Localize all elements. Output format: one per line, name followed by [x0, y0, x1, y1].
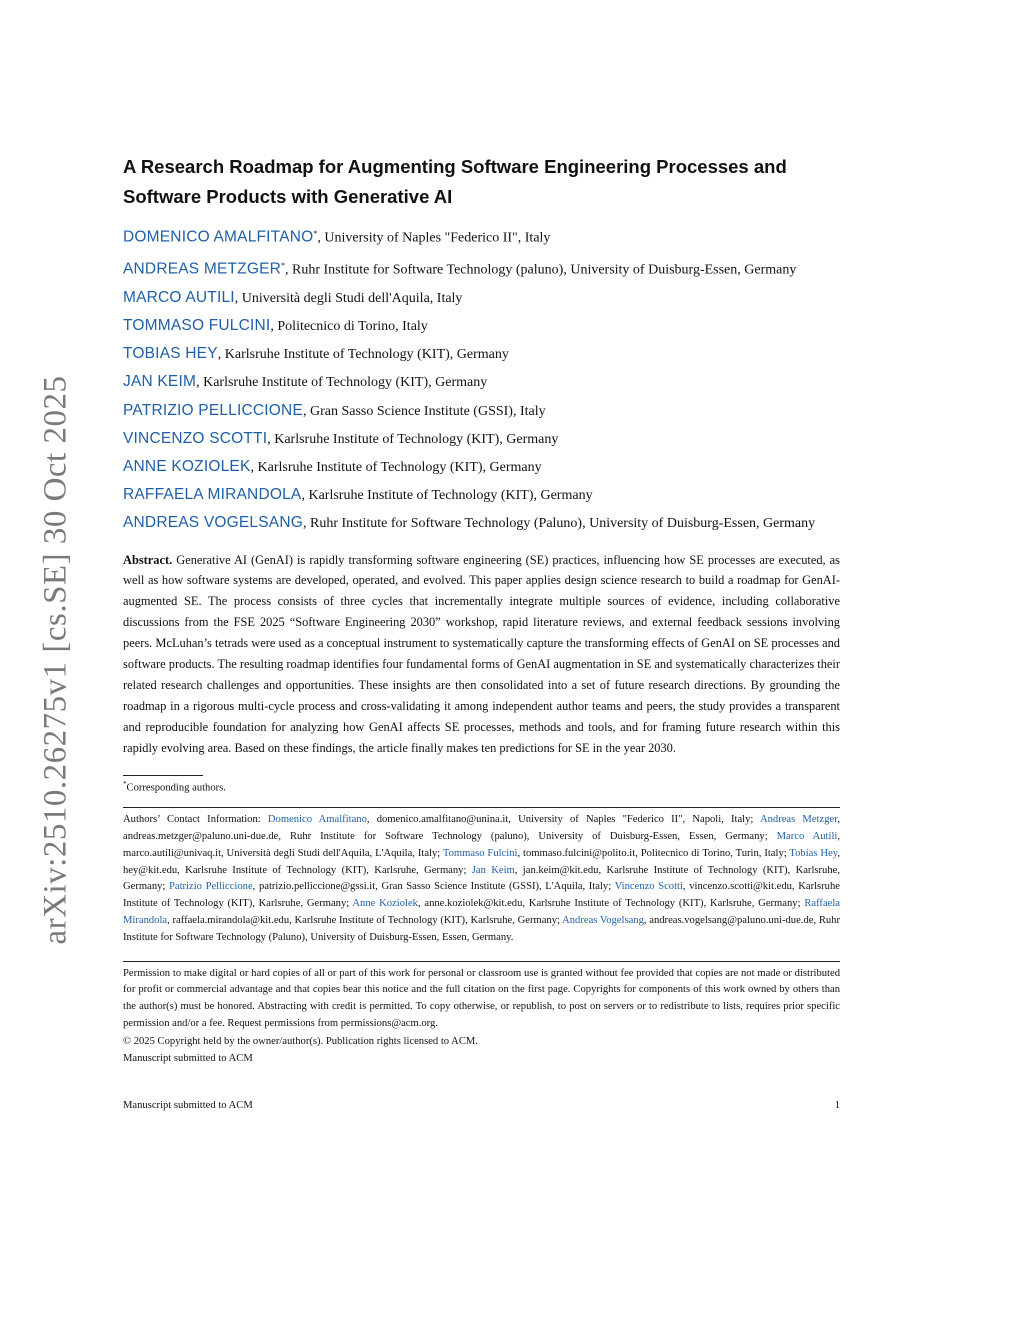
author-name[interactable]: PATRIZIO PELLICCIONE [123, 401, 303, 419]
contact-divider [123, 807, 840, 808]
author-name[interactable]: TOBIAS HEY [123, 345, 218, 363]
author-name[interactable]: TOMMASO FULCINI [123, 316, 271, 334]
author-affiliation: , Gran Sasso Science Institute (GSSI), Italy [303, 403, 546, 419]
author-affiliation: , Karlsruhe Institute of Technology (KIT), Germany [217, 347, 509, 363]
footnote-mark: * [123, 779, 127, 788]
author-name[interactable]: RAFFAELA MIRANDOLA [123, 486, 302, 504]
author-line [123, 252, 840, 284]
paper-title: A Research Roadmap for Augmenting Software Engineering Processes and Software Products with Generative AI [123, 156, 787, 207]
corresponding-mark: * [281, 260, 286, 270]
manuscript-note: Manuscript submitted to ACM [123, 1052, 253, 1064]
author-name[interactable]: MARCO AUTILI [123, 288, 235, 306]
author-list [123, 220, 840, 538]
page-footer [123, 1100, 840, 1111]
abstract-label: Abstract. [123, 552, 173, 567]
author-affiliation: , Karlsruhe Institute of Technology (KIT), Germany [267, 431, 559, 447]
author-affiliation: , University of Naples "Federico II", Italy [317, 230, 551, 246]
copyright-notice: © 2025 Copyright held by the owner/author(s). Publication rights licensed to ACM. [123, 1035, 478, 1047]
contact-author-details: , tommaso.fulcini@polito.it, Politecnico di Torino, Turin, Italy; [517, 847, 790, 859]
author-line [123, 340, 840, 368]
contact-author-link[interactable]: Andreas Metzger [759, 814, 838, 826]
contact-author-link[interactable]: Patrizio Pelliccione [169, 881, 253, 893]
author-affiliation: , Politecnico di Torino, Italy [270, 318, 428, 334]
contact-author-details: , anne.koziolek@kit.edu, Karlsruhe Institute of Technology (KIT), Karlsruhe, Germany; [417, 898, 805, 910]
author-line [123, 481, 840, 509]
contact-author-details: , jan.keim@kit.edu, Karlsruhe Institute of Technology (KIT), Karlsruhe, Germany; [123, 864, 840, 893]
author-name[interactable]: VINCENZO SCOTTI [123, 429, 268, 447]
contact-author-details: , raffaela.mirandola@kit.edu, Karlsruhe Institute of Technology (KIT), Karlsruhe, Germany; [167, 914, 563, 926]
contact-author-details: , andreas.vogelsang@paluno.uni-due.de, Ruhr Institute for Software Technology (Paluno), University of Duisburg-Essen, Essen, Germany. [123, 914, 841, 943]
author-line [123, 312, 840, 340]
contact-author-link[interactable]: Raffaela Mirandola [123, 898, 840, 926]
arxiv-identifier: arXiv:2510.26275v1 [cs.SE] 30 Oct 2025 [37, 375, 74, 945]
author-name[interactable]: DOMENICO AMALFITANO [123, 228, 314, 246]
author-affiliation: , Karlsruhe Institute of Technology (KIT), Germany [301, 488, 593, 504]
paper-first-page [123, 150, 840, 1067]
corresponding-mark: * [313, 229, 318, 238]
contact-author-details: , marco.autili@univaq.it, Università degli Studi dell'Aquila, L'Aquila, Italy; [123, 830, 840, 859]
contact-author-link[interactable]: Vincenzo Scotti [614, 881, 683, 893]
author-affiliation: , Ruhr Institute for Software Technology (Paluno), University of Duisburg-Essen, Germany [302, 516, 816, 532]
contact-author-link[interactable]: Marco Autili [776, 830, 838, 842]
author-line [123, 453, 840, 481]
abstract-text: Generative AI (GenAI) is rapidly transforming software engineering (SE) practices, influencing how SE processes are executed, as well as how software systems are developed, operated, and evolved. This paper applies design science research to build a roadmap for GenAI-augmented SE. The process consists of three cycles that incrementally integrate multiple sources of evidence, including collaborative discussions from the FSE 2025 “Software Engineering 2030” workshop, rapid literature reviews, and external feedback sessions involving peers. McLuhan’s tetrads were used as a conceptual instrument to systematically capture the transforming effects of GenAI on SE processes and software products. The resulting roadmap identifies four fundamental forms of GenAI augmentation in SE and systematically characterizes their related research challenges and opportunities. These insights are then consolidated into a set of future research directions. By grounding the roadmap in a rigorous multi-cycle process and cross-validating it among independent author teams and peers, the study provides a transparent and reproducible foundation for analyzing how GenAI affects SE processes, methods and tools, and for framing future research within this rapidly evolving area. Based on these findings, the article finally makes ten predictions for SE in the year 2030. [123, 552, 840, 755]
author-line [123, 220, 840, 252]
author-line [123, 368, 840, 396]
author-name[interactable]: JAN KEIM [123, 373, 197, 391]
contact-label: Authors’ Contact Information: [123, 814, 268, 826]
author-affiliation: , Università degli Studi dell'Aquila, Italy [234, 290, 463, 306]
contact-author-link[interactable]: Jan Keim [471, 864, 515, 876]
author-name[interactable]: ANDREAS METZGER [123, 260, 282, 278]
permission-divider [123, 961, 840, 962]
contact-author-details: , andreas.metzger@paluno.uni-due.de, Ruhr Institute for Software Technology (paluno), University of Duisburg-Essen, Essen, Germany; [123, 814, 840, 842]
author-affiliation: , Karlsruhe Institute of Technology (KIT), Germany [250, 459, 542, 475]
corresponding-footnote [123, 780, 840, 794]
author-name[interactable]: ANDREAS VOGELSANG [123, 514, 303, 532]
author-line [123, 397, 840, 425]
abstract [123, 550, 840, 759]
contact-information [123, 812, 840, 946]
contact-author-details: , vincenzo.scotti@kit.edu, Karlsruhe Institute of Technology (KIT), Karlsruhe, Germany; [123, 881, 840, 910]
footnote-text: Corresponding authors. [126, 782, 226, 794]
author-affiliation: , Karlsruhe Institute of Technology (KIT), Germany [196, 375, 488, 391]
contact-author-details: , domenico.amalfitano@unina.it, University of Naples "Federico II", Napoli, Italy; [366, 814, 760, 826]
author-line [123, 509, 840, 537]
author-affiliation: , Ruhr Institute for Software Technology (paluno), University of Duisburg-Essen, Germany [285, 262, 797, 278]
contact-author-details: , hey@kit.edu, Karlsruhe Institute of Technology (KIT), Karlsruhe, Germany; [123, 847, 841, 876]
author-line [123, 425, 840, 453]
contact-author-link[interactable]: Domenico Amalfitano [267, 814, 367, 826]
author-name[interactable]: ANNE KOZIOLEK [123, 457, 251, 475]
footnote-divider [123, 775, 203, 776]
contact-author-link[interactable]: Tobias Hey [789, 847, 838, 859]
contact-author-link[interactable]: Andreas Vogelsang [562, 914, 644, 926]
contact-author-details: , patrizio.pelliccione@gssi.it, Gran Sasso Science Institute (GSSI), L'Aquila, Italy; [252, 881, 615, 893]
footer-venue: Manuscript submitted to ACM [123, 1100, 253, 1111]
page-number: 1 [834, 1100, 840, 1111]
contact-author-link[interactable]: Anne Koziolek [352, 898, 418, 910]
contact-author-link[interactable]: Tommaso Fulcini [442, 847, 518, 859]
author-line [123, 284, 840, 312]
permission-notice: Permission to make digital or hard copies of all or part of this work for personal or classroom use is granted without fee provided that copies are not made or distributed for profit or commercial advantage and that copies bear this notice and the full citation on the first page. Copyrights for components of this work owned by others than the author(s) must be honored. Abstracting with credit is permitted. To copy otherwise, or republish, to post on servers or to redistribute to lists, requires prior specific permission and/or a fee. Request permissions from permissions@acm.org. [123, 967, 840, 1029]
